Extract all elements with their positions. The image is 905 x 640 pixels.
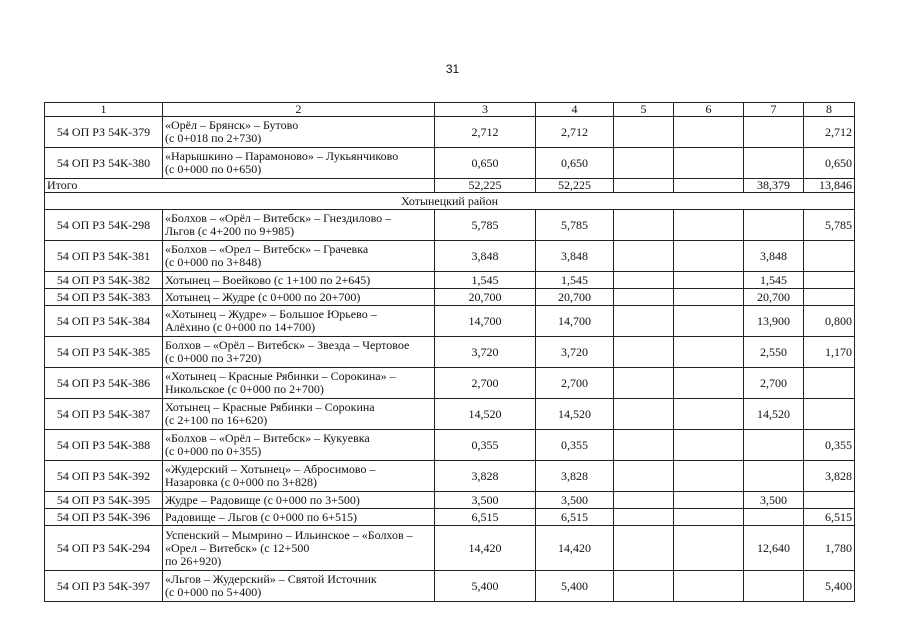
road-name xyxy=(163,368,435,399)
value-c5 xyxy=(614,148,674,179)
value-c6 xyxy=(674,337,744,368)
value-c3: 5,400 xyxy=(435,571,536,602)
value-c6 xyxy=(674,148,744,179)
table-row xyxy=(45,289,855,306)
value-c8: 6,515 xyxy=(804,509,855,526)
value-c5 xyxy=(614,210,674,241)
road-name-line: Льгов (с 4+200 по 9+985) xyxy=(165,224,295,238)
road-name-line: Хотынец – Жудре (с 0+000 по 20+700) xyxy=(165,289,361,304)
road-name-line: (с 0+018 по 2+730) xyxy=(165,131,262,145)
total-c3: 52,225 xyxy=(435,179,536,193)
road-name-line: Алёхино (с 0+000 по 14+700) xyxy=(165,320,316,334)
road-name-line: Хотынец – Воейково (с 1+100 по 2+645) xyxy=(165,272,371,287)
column-header: 5 xyxy=(614,103,674,117)
road-name-line: «Льгов – Жудерский» – Святой Источник xyxy=(165,572,377,586)
page-number: 31 xyxy=(445,62,460,76)
total-label: Итого xyxy=(45,179,435,193)
road-code: 54 ОП РЗ 54К-396 xyxy=(45,509,163,526)
value-c8: 0,650 xyxy=(804,148,855,179)
road-name xyxy=(163,337,435,368)
value-c4: 3,828 xyxy=(536,461,614,492)
district-row xyxy=(45,193,855,210)
total-c5 xyxy=(614,179,674,193)
value-c6 xyxy=(674,492,744,509)
value-c8 xyxy=(804,399,855,430)
road-code: 54 ОП РЗ 54К-380 xyxy=(45,148,163,179)
table-row xyxy=(45,399,855,430)
value-c6 xyxy=(674,289,744,306)
column-header: 4 xyxy=(536,103,614,117)
road-name xyxy=(163,430,435,461)
table-row xyxy=(45,571,855,602)
road-name xyxy=(163,399,435,430)
value-c3: 0,650 xyxy=(435,148,536,179)
table-row xyxy=(45,306,855,337)
value-c7: 20,700 xyxy=(744,289,804,306)
road-name xyxy=(163,117,435,148)
value-c8 xyxy=(804,289,855,306)
road-name-line: (с 0+000 по 0+355) xyxy=(165,444,262,458)
table-row xyxy=(45,368,855,399)
value-c8 xyxy=(804,492,855,509)
value-c8 xyxy=(804,241,855,272)
value-c6 xyxy=(674,461,744,492)
value-c5 xyxy=(614,272,674,289)
value-c7: 2,700 xyxy=(744,368,804,399)
table-row xyxy=(45,509,855,526)
value-c3: 3,720 xyxy=(435,337,536,368)
value-c6 xyxy=(674,368,744,399)
road-name-line: Жудре – Радовище (с 0+000 по 3+500) xyxy=(165,492,360,507)
value-c8: 1,170 xyxy=(804,337,855,368)
value-c4: 2,712 xyxy=(536,117,614,148)
road-name xyxy=(163,509,435,526)
roads-table xyxy=(44,102,855,602)
road-name-line: по 26+920) xyxy=(165,553,222,568)
value-c3: 20,700 xyxy=(435,289,536,306)
value-c7 xyxy=(744,571,804,602)
road-code: 54 ОП РЗ 54К-395 xyxy=(45,492,163,509)
value-c8: 0,355 xyxy=(804,430,855,461)
value-c3: 14,420 xyxy=(435,526,536,571)
value-c4: 14,700 xyxy=(536,306,614,337)
value-c8: 3,828 xyxy=(804,461,855,492)
value-c5 xyxy=(614,526,674,571)
value-c6 xyxy=(674,210,744,241)
column-header-row xyxy=(45,103,855,117)
road-code: 54 ОП РЗ 54К-298 xyxy=(45,210,163,241)
value-c5 xyxy=(614,399,674,430)
road-name xyxy=(163,306,435,337)
value-c6 xyxy=(674,241,744,272)
value-c3: 3,848 xyxy=(435,241,536,272)
road-name xyxy=(163,492,435,509)
column-header: 8 xyxy=(804,103,855,117)
road-code: 54 ОП РЗ 54К-397 xyxy=(45,571,163,602)
road-code: 54 ОП РЗ 54К-381 xyxy=(45,241,163,272)
road-name xyxy=(163,461,435,492)
road-code: 54 ОП РЗ 54К-294 xyxy=(45,526,163,571)
value-c5 xyxy=(614,368,674,399)
total-row xyxy=(45,179,855,193)
table-row xyxy=(45,210,855,241)
value-c7: 12,640 xyxy=(744,526,804,571)
value-c7: 13,900 xyxy=(744,306,804,337)
value-c3: 6,515 xyxy=(435,509,536,526)
total-c4: 52,225 xyxy=(536,179,614,193)
value-c7 xyxy=(744,148,804,179)
value-c7: 1,545 xyxy=(744,272,804,289)
value-c4: 20,700 xyxy=(536,289,614,306)
value-c7 xyxy=(744,509,804,526)
value-c8: 2,712 xyxy=(804,117,855,148)
value-c4: 6,515 xyxy=(536,509,614,526)
value-c6 xyxy=(674,509,744,526)
value-c3: 2,700 xyxy=(435,368,536,399)
value-c8: 0,800 xyxy=(804,306,855,337)
column-header: 3 xyxy=(435,103,536,117)
value-c6 xyxy=(674,272,744,289)
table-row xyxy=(45,526,855,571)
value-c4: 14,420 xyxy=(536,526,614,571)
value-c6 xyxy=(674,399,744,430)
value-c7: 3,500 xyxy=(744,492,804,509)
value-c8: 1,780 xyxy=(804,526,855,571)
road-name-line: Назаровка (с 0+000 по 3+828) xyxy=(165,475,317,489)
road-name xyxy=(163,148,435,179)
road-code: 54 ОП РЗ 54К-386 xyxy=(45,368,163,399)
table-row xyxy=(45,430,855,461)
value-c4: 5,400 xyxy=(536,571,614,602)
road-name-line: (с 2+100 по 16+620) xyxy=(165,413,268,427)
road-code: 54 ОП РЗ 54К-382 xyxy=(45,272,163,289)
value-c6 xyxy=(674,526,744,571)
road-name-line: Радовище – Льгов (с 0+000 по 6+515) xyxy=(165,509,357,524)
value-c7: 3,848 xyxy=(744,241,804,272)
road-name-line: (с 0+000 по 5+400) xyxy=(165,585,262,599)
value-c5 xyxy=(614,509,674,526)
road-code: 54 ОП РЗ 54К-379 xyxy=(45,117,163,148)
value-c3: 1,545 xyxy=(435,272,536,289)
value-c5 xyxy=(614,571,674,602)
road-name xyxy=(163,289,435,306)
value-c3: 3,500 xyxy=(435,492,536,509)
value-c8: 5,785 xyxy=(804,210,855,241)
value-c3: 0,355 xyxy=(435,430,536,461)
value-c4: 3,848 xyxy=(536,241,614,272)
value-c7 xyxy=(744,210,804,241)
road-code: 54 ОП РЗ 54К-385 xyxy=(45,337,163,368)
road-name-line: Хотынец – Красные Рябинки – Сорокина xyxy=(165,400,375,414)
value-c7 xyxy=(744,117,804,148)
district-heading: Хотынецкий район xyxy=(45,193,855,210)
table-row xyxy=(45,461,855,492)
value-c4: 0,650 xyxy=(536,148,614,179)
column-header: 1 xyxy=(45,103,163,117)
value-c4: 5,785 xyxy=(536,210,614,241)
value-c3: 3,828 xyxy=(435,461,536,492)
total-c6 xyxy=(674,179,744,193)
value-c5 xyxy=(614,461,674,492)
road-name-line: «Орёл – Брянск» – Бутово xyxy=(165,118,299,132)
value-c5 xyxy=(614,306,674,337)
value-c5 xyxy=(614,430,674,461)
table-row xyxy=(45,241,855,272)
value-c8: 5,400 xyxy=(804,571,855,602)
road-name-line: «Нарышкино – Парамоново» – Лукьянчиково xyxy=(165,149,399,163)
road-name-line: (с 0+000 по 3+720) xyxy=(165,351,262,365)
road-code: 54 ОП РЗ 54К-387 xyxy=(45,399,163,430)
column-header: 7 xyxy=(744,103,804,117)
value-c4: 2,700 xyxy=(536,368,614,399)
value-c5 xyxy=(614,117,674,148)
road-name-line: «Болхов – «Орёл – Витебск» – Гнездилово – xyxy=(165,211,392,225)
road-name xyxy=(163,526,435,571)
table-row xyxy=(45,492,855,509)
column-header: 6 xyxy=(674,103,744,117)
road-name xyxy=(163,210,435,241)
table-row xyxy=(45,148,855,179)
road-name-line: «Болхов – «Орел – Витебск» – Грачевка xyxy=(165,242,369,256)
value-c7: 2,550 xyxy=(744,337,804,368)
road-code: 54 ОП РЗ 54К-388 xyxy=(45,430,163,461)
value-c4: 1,545 xyxy=(536,272,614,289)
table-row xyxy=(45,117,855,148)
road-name-line: «Жудерский – Хотынец» – Абросимово – xyxy=(165,462,376,476)
table-row xyxy=(45,272,855,289)
value-c8 xyxy=(804,272,855,289)
road-name xyxy=(163,571,435,602)
value-c4: 3,720 xyxy=(536,337,614,368)
road-code: 54 ОП РЗ 54К-392 xyxy=(45,461,163,492)
value-c5 xyxy=(614,337,674,368)
road-code: 54 ОП РЗ 54К-383 xyxy=(45,289,163,306)
value-c6 xyxy=(674,306,744,337)
value-c4: 0,355 xyxy=(536,430,614,461)
road-name-line: (с 0+000 по 0+650) xyxy=(165,162,262,176)
road-name-line: Успенский – Мымрино – Ильинское – «Болхов – xyxy=(165,527,413,542)
value-c3: 2,712 xyxy=(435,117,536,148)
value-c3: 14,700 xyxy=(435,306,536,337)
value-c7: 14,520 xyxy=(744,399,804,430)
total-c7: 38,379 xyxy=(744,179,804,193)
value-c4: 14,520 xyxy=(536,399,614,430)
value-c7 xyxy=(744,461,804,492)
road-name xyxy=(163,272,435,289)
road-name-line: Болхов – «Орёл – Витебск» – Звезда – Чертовое xyxy=(165,338,410,352)
value-c5 xyxy=(614,289,674,306)
road-code: 54 ОП РЗ 54К-384 xyxy=(45,306,163,337)
road-name-line: Никольское (с 0+000 по 2+700) xyxy=(165,382,324,396)
road-name-line: «Хотынец – Жудре» – Большое Юрьево – xyxy=(165,307,377,321)
road-name-line: «Болхов – «Орёл – Витебск» – Кукуевка xyxy=(165,431,370,445)
road-name-line: (с 0+000 по 3+848) xyxy=(165,255,262,269)
road-name-line: «Хотынец – Красные Рябинки – Сорокина» – xyxy=(165,369,396,383)
value-c3: 14,520 xyxy=(435,399,536,430)
total-c8: 13,846 xyxy=(804,179,855,193)
road-name-line: «Орел – Витебск» (с 12+500 xyxy=(165,540,310,555)
road-name xyxy=(163,241,435,272)
table-row xyxy=(45,337,855,368)
value-c8 xyxy=(804,368,855,399)
value-c6 xyxy=(674,571,744,602)
value-c7 xyxy=(744,430,804,461)
value-c4: 3,500 xyxy=(536,492,614,509)
value-c6 xyxy=(674,117,744,148)
value-c6 xyxy=(674,430,744,461)
value-c5 xyxy=(614,492,674,509)
value-c5 xyxy=(614,241,674,272)
column-header: 2 xyxy=(163,103,435,117)
value-c3: 5,785 xyxy=(435,210,536,241)
